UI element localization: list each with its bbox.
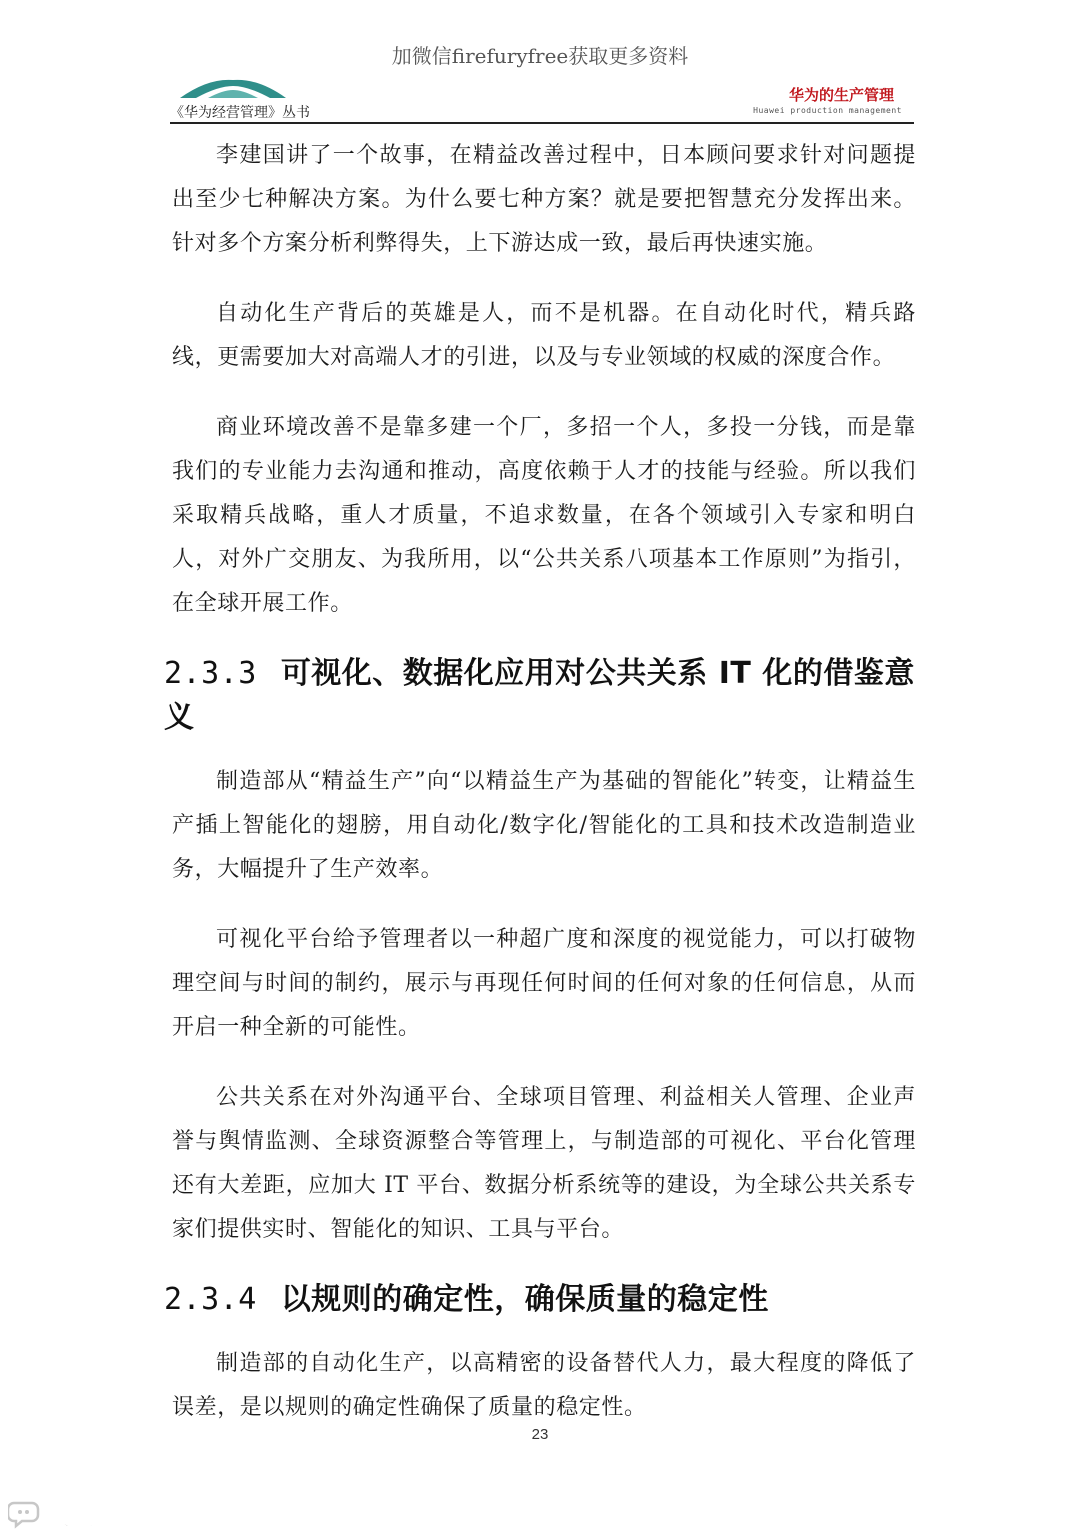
- section-number: 2.3.3: [164, 656, 257, 691]
- header-brand-en: Huawei production management: [753, 106, 902, 115]
- body-paragraph: 自动化生产背后的英雄是人，而不是机器。在自动化时代，精兵路线，更需要加大对高端人才的引进，以及与专业领域的权威的深度合作。: [172, 301, 916, 370]
- section-title: 以规则的确定性，确保质量的稳定性: [280, 1282, 769, 1317]
- mountain-logo-icon: [178, 76, 288, 102]
- section-heading-2-3-4: [164, 1278, 916, 1322]
- page-header: [170, 76, 914, 124]
- page-content: [164, 134, 916, 1456]
- corner-watermark: [8, 1497, 142, 1531]
- body-paragraph: 公共关系在对外沟通平台、全球项目管理、利益相关人管理、企业声誉与舆情监测、全球资源整合等管理上，与制造部的可视化、平台化管理还有大差距，应加大 IT 平台、数据分析系统等的建设，为全球公共关系专家们提供实时、智能化的知识、工具与平台。: [172, 1085, 916, 1242]
- section-title: 可视化、数据化应用对公共关系 IT 化的借鉴意义: [164, 656, 915, 735]
- chat-bubble-logo-icon: [8, 1499, 42, 1529]
- section-number: 2.3.4: [164, 1282, 257, 1317]
- body-paragraph: 李建国讲了一个故事，在精益改善过程中，日本顾问要求针对问题提出至少七种解决方案。为什么要七种方案？就是要把智慧充分发挥出来。针对多个方案分析利弊得失，上下游达成一致，最后再快速实施。: [172, 143, 916, 256]
- body-paragraph: 制造部从“精益生产”向“以精益生产为基础的智能化”转变，让精益生产插上智能化的翅膀，用自动化/数字化/智能化的工具和技术改造制造业务，大幅提升了生产效率。: [172, 769, 916, 882]
- corner-watermark-text: 大数跨境: [46, 1502, 142, 1531]
- page-number: 23: [531, 1426, 549, 1443]
- body-paragraph: 可视化平台给予管理者以一种超广度和深度的视觉能力，可以打破物理空间与时间的制约，展示与再现任何时间的任何对象的任何信息，从而开启一种全新的可能性。: [172, 927, 916, 1040]
- section-heading-2-3-3: [164, 652, 916, 740]
- body-paragraph: 商业环境改善不是靠多建一个厂，多招一个人，多投一分钱，而是靠我们的专业能力去沟通和推动，高度依赖于人才的技能与经验。所以我们采取精兵战略，重人才质量，不追求数量，在各个领域引入专家和明白人，对外广交朋友、为我所用，以“公共关系八项基本工作原则”为指引，在全球开展工作。: [172, 415, 916, 616]
- body-paragraph: 制造部的自动化生产，以高精密的设备替代人力，最大程度的降低了误差，是以规则的确定性确保了质量的稳定性。: [172, 1351, 916, 1420]
- header-series-title: 《华为经营管理》丛书: [170, 105, 310, 121]
- header-brand: 华为的生产管理: [788, 86, 894, 104]
- top-watermark: 加微信firefuryfree获取更多资料: [391, 44, 689, 68]
- header-rule: [170, 122, 914, 124]
